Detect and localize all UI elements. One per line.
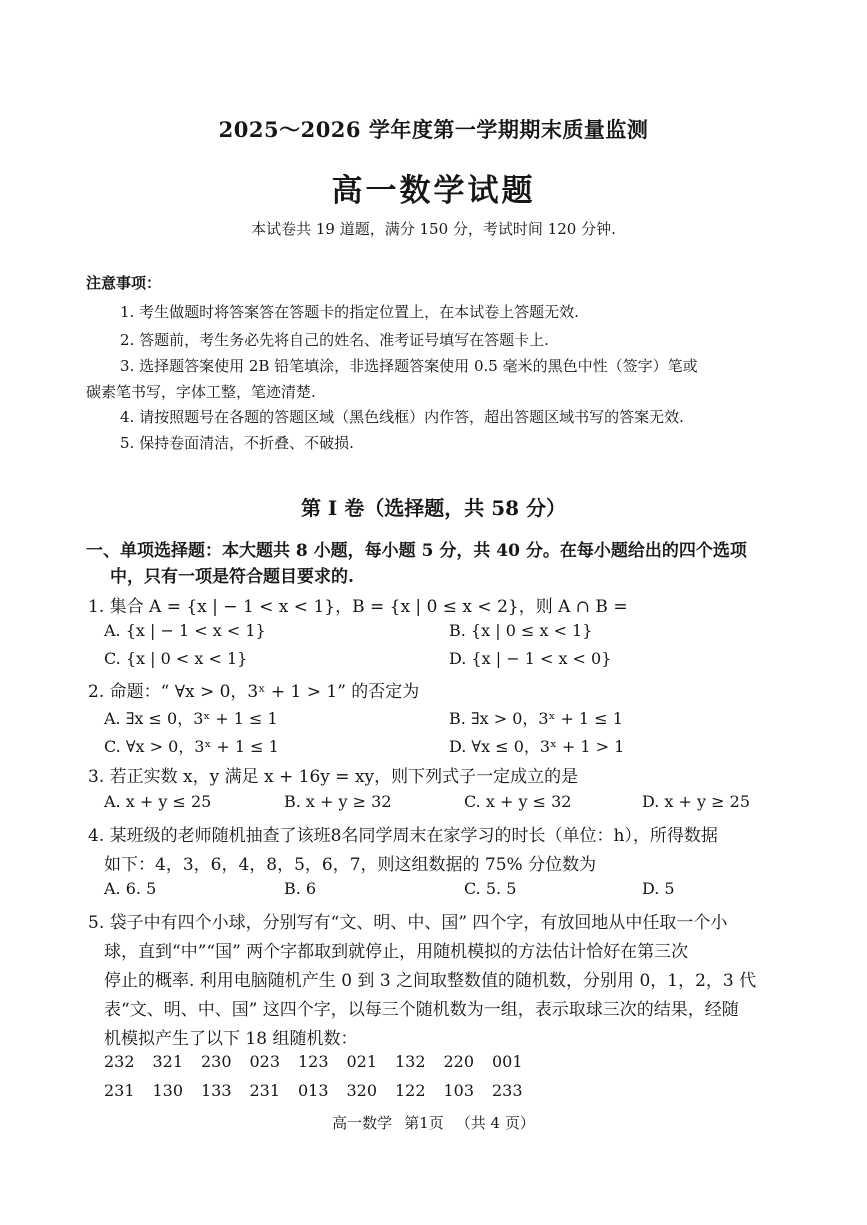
footer-subject: 高一数学 [332, 1114, 393, 1132]
question-4-option-d: D. 5 [642, 879, 675, 898]
random-number: 230 [201, 1052, 232, 1071]
notice-item: 1. 考生做题时将答案答在答题卡的指定位置上，在本试卷上答题无效. [120, 303, 579, 321]
question-4-option-b: B. 6 [284, 879, 317, 898]
random-number: 231 [104, 1081, 135, 1100]
random-number: 233 [492, 1081, 523, 1100]
question-1-option-c: C. {x | 0 < x < 1} [104, 649, 248, 668]
page-footer [0, 1112, 867, 1133]
question-3-option-b: B. x + y ≥ 32 [284, 792, 392, 811]
random-number: 123 [298, 1052, 329, 1071]
notice-item: 2. 答题前，考生务必先将自己的姓名、准考证号填写在答题卡上. [120, 331, 549, 349]
question-1-stem: 1. 集合 A = {x | − 1 < x < 1}，B = {x | 0 ≤ x < 2}，则 A ∩ B = [88, 597, 628, 617]
notice-item: 5. 保持卷面清洁，不折叠、不破损. [120, 434, 354, 452]
question-3-option-a: A. x + y ≤ 25 [104, 792, 212, 811]
part-heading-continuation: 中，只有一项是符合题目要求的. [110, 567, 354, 587]
question-3-stem: 3. 若正实数 x，y 满足 x + 16y = xy，则下列式子一定成立的是 [88, 767, 579, 787]
notice-heading: 注意事项： [86, 274, 162, 292]
notice-item: 3. 选择题答案使用 2B 铅笔填涂，非选择题答案使用 0.5 毫米的黑色中性（签字）笔或 [120, 357, 698, 375]
random-number: 132 [395, 1052, 426, 1071]
random-number: 130 [152, 1081, 184, 1100]
question-3-option-d: D. x + y ≥ 25 [642, 792, 751, 811]
footer-total-pages: （共 4 页） [455, 1114, 535, 1132]
question-4-stem-continuation: 如下：4，3，6，4，8，5，6，7，则这组数据的 75% 分位数为 [104, 855, 597, 875]
random-number: 021 [346, 1052, 378, 1071]
exam-name: 2025～2026 学年度第一学期期末质量监测 [218, 117, 649, 142]
random-number-row [104, 1052, 541, 1071]
notice-item: 4. 请按照题号在各题的答题区域（黑色线框）内作答，超出答题区域书写的答案无效. [120, 408, 684, 426]
random-number: 220 [443, 1052, 475, 1071]
random-number: 231 [249, 1081, 281, 1100]
exam-intro: 本试卷共 19 道题，满分 150 分，考试时间 120 分钟. [251, 220, 616, 238]
question-2-stem: 2. 命题：“ ∀x > 0，3ˣ + 1 > 1” 的否定为 [88, 682, 420, 702]
random-number: 013 [298, 1081, 329, 1100]
question-2-option-d: D. ∀x ≤ 0，3ˣ + 1 > 1 [449, 737, 625, 756]
question-4-option-c: C. 5. 5 [464, 879, 517, 898]
question-5-stem-continuation: 停止的概率. 利用电脑随机产生 0 到 3 之间取整数值的随机数，分别用 0，1，2，3 代 [104, 971, 757, 991]
question-4-option-a: A. 6. 5 [104, 879, 157, 898]
question-4-stem: 4. 某班级的老师随机抽查了该班8名同学周末在家学习的时长（单位：h），所得数据 [88, 826, 718, 846]
subject-title: 高一数学试题 [331, 173, 536, 209]
random-number: 133 [201, 1081, 232, 1100]
question-5-stem-continuation: 球，直到“中”“国” 两个字都取到就停止，用随机模拟的方法估计恰好在第三次 [104, 942, 689, 962]
question-3-option-c: C. x + y ≤ 32 [464, 792, 572, 811]
question-5-stem-continuation: 表“文、明、中、国” 这四个字，以每三个随机数为一组，表示取球三次的结果，经随 [104, 1000, 739, 1020]
footer-page-number: 第1页 [404, 1114, 444, 1132]
random-number: 321 [152, 1052, 184, 1071]
random-number: 103 [443, 1081, 475, 1100]
question-1-option-b: B. {x | 0 ≤ x < 1} [449, 621, 593, 640]
random-number: 001 [492, 1052, 523, 1071]
question-2-option-b: B. ∃x > 0，3ˣ + 1 ≤ 1 [449, 709, 623, 728]
random-number: 023 [249, 1052, 281, 1071]
random-number: 232 [104, 1052, 135, 1071]
question-5-stem-continuation: 机模拟产生了以下 18 组随机数： [104, 1029, 358, 1049]
question-1-option-a: A. {x | − 1 < x < 1} [104, 621, 266, 640]
random-number-row [104, 1081, 541, 1100]
question-1-option-d: D. {x | − 1 < x < 0} [449, 649, 612, 668]
question-2-option-a: A. ∃x ≤ 0，3ˣ + 1 ≤ 1 [104, 709, 278, 728]
section-title: 第 Ⅰ 卷（选择题，共 58 分） [300, 496, 567, 520]
random-number: 320 [346, 1081, 378, 1100]
question-5-stem: 5. 袋子中有四个小球，分别写有“文、明、中、国” 四个字，有放回地从中任取一个小 [88, 913, 728, 933]
part-heading: 一、单项选择题：本大题共 8 小题，每小题 5 分，共 40 分。在每小题给出的四个选项 [86, 541, 747, 561]
random-number: 122 [395, 1081, 426, 1100]
question-2-option-c: C. ∀x > 0，3ˣ + 1 ≤ 1 [104, 737, 279, 756]
notice-item-continuation: 碳素笔书写，字体工整，笔迹清楚. [86, 383, 316, 401]
